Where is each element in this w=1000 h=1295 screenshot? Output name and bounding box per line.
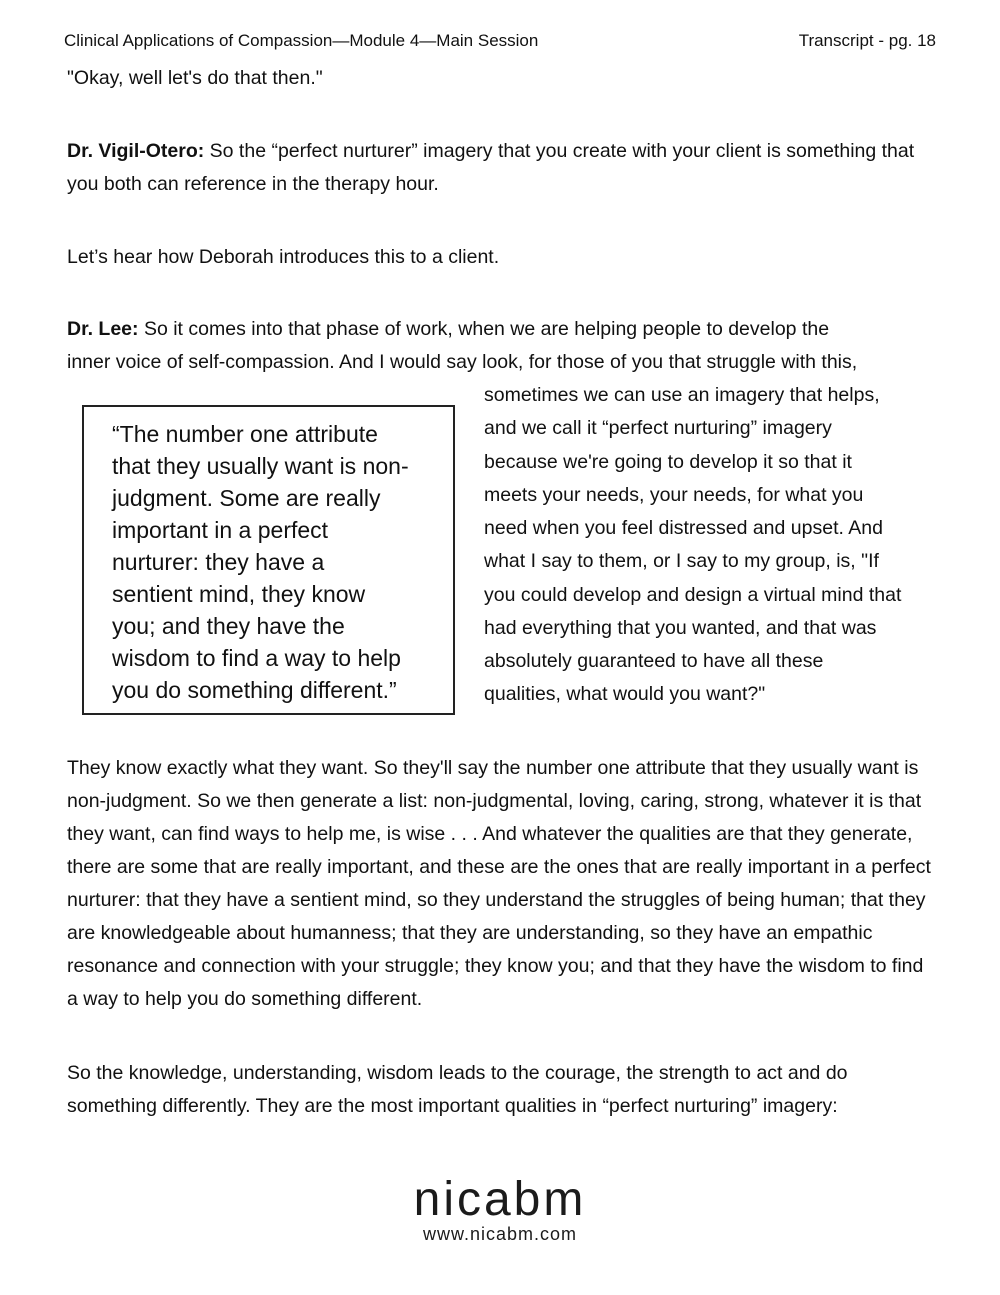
paragraph-text: So it comes into that phase of work, when we are helping people to develop the <box>138 318 830 340</box>
paragraph-intro: Let’s hear how Deborah introduces this to a client. <box>67 246 500 268</box>
wrap-line: need when you feel distressed and upset. And <box>484 517 883 539</box>
wrap-line: sometimes we can use an imagery that helps, <box>484 384 880 406</box>
pull-quote-line: judgment. Some are really <box>112 485 381 511</box>
paragraph-knowledge: So the knowledge, understanding, wisdom leads to the courage, the strength to act and do something differently. They are the most important qualities in “perfect nurturing” imagery: <box>67 1062 848 1117</box>
speaker-name: Dr. Vigil-Otero: <box>67 140 205 162</box>
pull-quote-line: sentient mind, they know <box>112 581 366 607</box>
paragraph-text: So the “perfect nurturer” imagery that you create with your client is something that you both can reference in the therapy hour. <box>67 140 915 195</box>
paragraph-vigil-otero <box>67 135 937 201</box>
header-title: Clinical Applications of Compassion—Module 4—Main Session <box>64 31 539 50</box>
wrap-line: absolutely guaranteed to have all these <box>484 650 824 672</box>
wrap-line: you could develop and design a virtual mind that <box>484 584 902 606</box>
pull-quote-line: you do something different.” <box>112 677 397 703</box>
wrap-line: qualities, what would you want?" <box>484 683 766 705</box>
paragraph-dr-lee-line1 <box>67 313 937 346</box>
wrap-line: because we're going to develop it so that it <box>484 451 852 473</box>
pull-quote-line: important in a perfect <box>112 517 329 543</box>
pull-quote-line: wisdom to find a way to help <box>112 645 401 671</box>
wrap-line: meets your needs, your needs, for what you <box>484 484 864 506</box>
pull-quote-line: nurturer: they have a <box>112 549 325 575</box>
pull-quote-line: that they usually want is non- <box>112 453 409 479</box>
paragraph-dr-lee-line2: inner voice of self-compassion. And I would say look, for those of you that struggle with this, <box>67 351 858 373</box>
logo-url[interactable]: www.nicabm.com <box>422 1224 578 1244</box>
logo-wordmark: nicabm <box>413 1173 587 1226</box>
speaker-name: Dr. Lee: <box>67 318 139 340</box>
paragraph-quote-okay: "Okay, well let's do that then." <box>67 67 323 89</box>
pull-quote-box <box>82 405 455 715</box>
paragraph-they-know: They know exactly what they want. So they'll say the number one attribute that they usually want is non-judgment. So we then generate a list: non-judgmental, loving, caring, strong, whatever it is that they want, can find ways to help me, is wise . . . And whatever the qualities are that they generate, there are some that are really important, and these are the ones that are really important in a perfect nurturer: that they have a sentient mind, so they understand the struggles of being human; that they are knowledgeable about humanness; that they are understanding, so they have an empathic resonance and connection with your struggle; they know you; and that they have the wisdom to find a way to help you do something different. <box>67 757 931 1010</box>
pull-quote-line: you; and they have the <box>112 613 345 639</box>
pull-quote-line: “The number one attribute <box>112 421 378 447</box>
wrap-line: had everything that you wanted, and that was <box>484 617 877 639</box>
wrap-line: and we call it “perfect nurturing” imagery <box>484 417 832 439</box>
header-page-number: Transcript - pg. 18 <box>798 31 936 50</box>
wrap-line: what I say to them, or I say to my group, is, "If <box>484 550 879 572</box>
footer-logo <box>0 1172 1000 1245</box>
